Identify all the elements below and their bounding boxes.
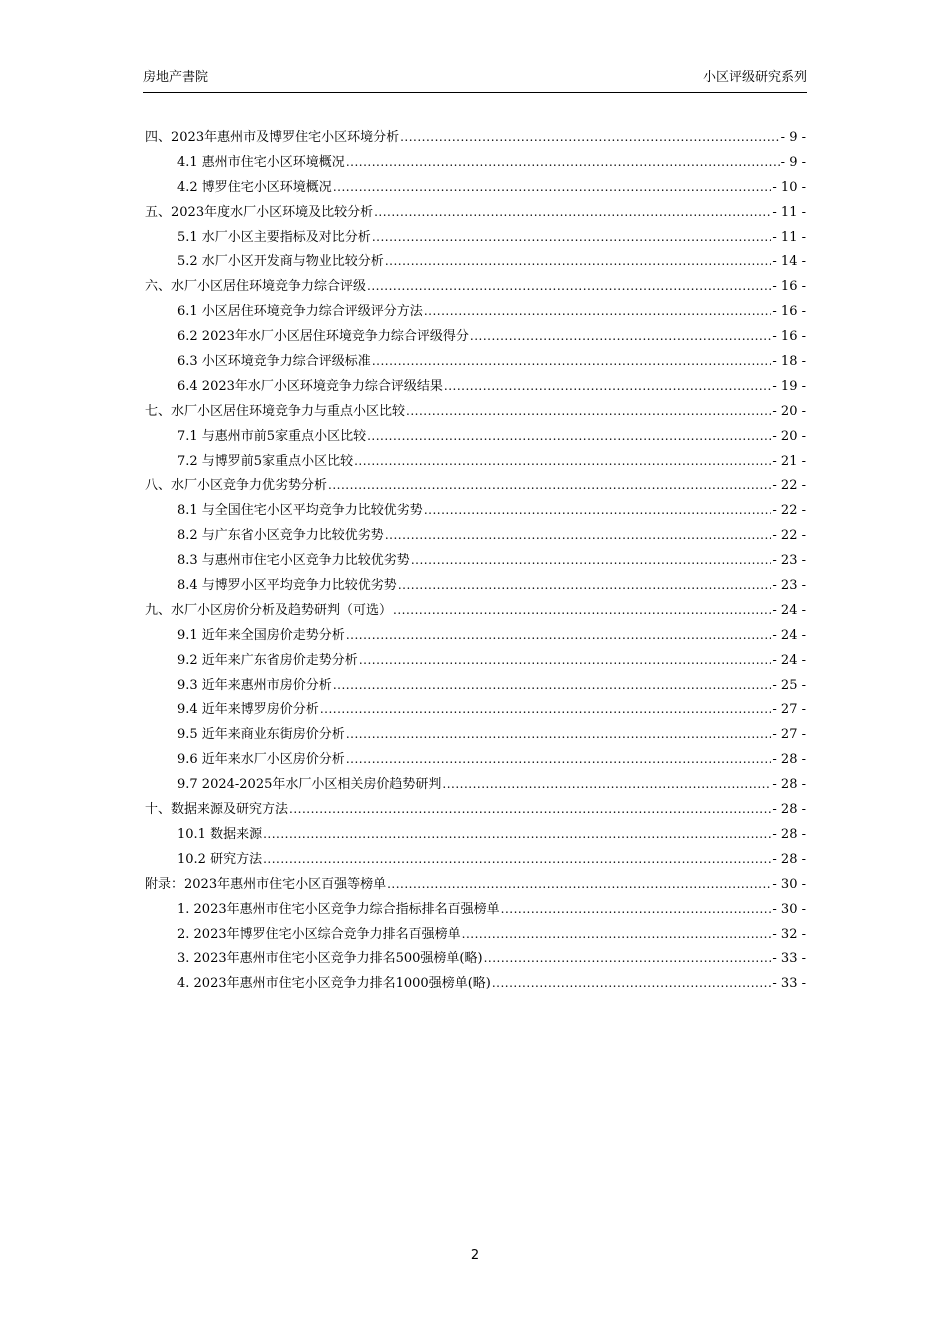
toc-dot-leader <box>400 125 780 150</box>
toc-entry-page: - 22 - <box>772 528 806 544</box>
toc-entry-page: - 28 - <box>772 752 806 768</box>
toc-entry[interactable] <box>145 424 806 449</box>
toc-entry[interactable] <box>145 971 806 996</box>
toc-dot-leader <box>367 274 771 299</box>
toc-entry[interactable] <box>145 697 806 722</box>
toc-entry-page: - 22 - <box>772 503 806 519</box>
toc-entry-title: 附录：2023年惠州市住宅小区百强等榜单 <box>145 876 387 892</box>
toc-entry[interactable] <box>145 598 806 623</box>
toc-entry-title: 9.4 近年来博罗房价分析 <box>177 702 319 718</box>
toc-entry-title: 8.2 与广东省小区竞争力比较优劣势 <box>177 528 384 544</box>
toc-entry[interactable] <box>145 648 806 673</box>
table-of-contents <box>145 125 806 996</box>
toc-entry-title: 九、水厂小区房价分析及趋势研判（可选） <box>145 602 393 618</box>
toc-dot-leader <box>372 349 772 374</box>
toc-entry[interactable] <box>145 523 806 548</box>
toc-entry[interactable] <box>145 573 806 598</box>
toc-entry-title: 1. 2023年惠州市住宅小区竞争力综合指标排名百强榜单 <box>177 901 500 917</box>
toc-dot-leader <box>484 946 772 971</box>
toc-entry-title: 10.2 研究方法 <box>177 851 263 867</box>
toc-entry-title: 4.1 惠州市住宅小区环境概况 <box>177 154 345 170</box>
toc-entry-page: - 25 - <box>772 677 806 693</box>
toc-entry[interactable] <box>145 225 806 250</box>
toc-entry-title: 6.4 2023年水厂小区环境竞争力综合评级结果 <box>177 378 443 394</box>
toc-entry[interactable] <box>145 897 806 922</box>
toc-entry-page: - 33 - <box>772 976 806 992</box>
toc-dot-leader <box>346 722 772 747</box>
toc-dot-leader <box>367 424 771 449</box>
header-publisher: 房地产書院 <box>143 70 209 85</box>
toc-entry[interactable] <box>145 299 806 324</box>
toc-entry-page: - 23 - <box>772 553 806 569</box>
toc-entry[interactable] <box>145 449 806 474</box>
toc-entry-page: - 14 - <box>772 254 806 270</box>
toc-entry-page: - 24 - <box>772 602 806 618</box>
toc-entry-title: 9.3 近年来惠州市房价分析 <box>177 677 332 693</box>
toc-entry-title: 8.3 与惠州市住宅小区竞争力比较优劣势 <box>177 553 410 569</box>
toc-entry-page: - 22 - <box>772 478 806 494</box>
toc-dot-leader <box>442 772 771 797</box>
toc-dot-leader <box>424 498 772 523</box>
toc-dot-leader <box>374 200 771 225</box>
toc-dot-leader <box>444 374 772 399</box>
toc-entry-page: - 19 - <box>772 378 806 394</box>
toc-entry-title: 2. 2023年博罗住宅小区综合竞争力排名百强榜单 <box>177 926 461 942</box>
toc-entry-title: 7.1 与惠州市前5家重点小区比较 <box>177 428 367 444</box>
toc-dot-leader <box>393 598 771 623</box>
toc-entry-title: 八、水厂小区竞争力优劣势分析 <box>145 478 328 494</box>
toc-dot-leader <box>263 822 771 847</box>
toc-entry-page: - 28 - <box>772 851 806 867</box>
toc-entry-page: - 16 - <box>772 329 806 345</box>
toc-dot-leader <box>385 523 772 548</box>
toc-dot-leader <box>333 175 772 200</box>
toc-dot-leader <box>359 648 772 673</box>
page-number: 2 <box>470 1248 480 1263</box>
toc-entry[interactable] <box>145 673 806 698</box>
toc-entry-page: - 28 - <box>772 777 806 793</box>
toc-entry-page: - 16 - <box>772 304 806 320</box>
toc-dot-leader <box>424 299 772 324</box>
toc-entry[interactable] <box>145 722 806 747</box>
toc-entry-page: - 10 - <box>772 179 806 195</box>
toc-dot-leader <box>501 897 772 922</box>
toc-dot-leader <box>346 623 772 648</box>
toc-entry-title: 9.7 2024-2025年水厂小区相关房价趋势研判 <box>177 777 442 793</box>
toc-entry[interactable] <box>145 249 806 274</box>
toc-entry-title: 4.2 博罗住宅小区环境概况 <box>177 179 332 195</box>
toc-entry[interactable] <box>145 772 806 797</box>
toc-entry-title: 四、2023年惠州市及博罗住宅小区环境分析 <box>145 130 400 145</box>
toc-entry-title: 9.2 近年来广东省房价走势分析 <box>177 652 358 668</box>
toc-dot-leader <box>385 249 772 274</box>
toc-dot-leader <box>346 150 780 175</box>
toc-dot-leader <box>462 922 772 947</box>
toc-entry-page: - 28 - <box>772 826 806 842</box>
toc-entry-title: 10.1 数据来源 <box>177 826 263 842</box>
toc-entry-page: - 21 - <box>772 453 806 469</box>
toc-entry[interactable] <box>145 623 806 648</box>
toc-entry-title: 五、2023年度水厂小区环境及比较分析 <box>145 204 374 220</box>
toc-dot-leader <box>470 324 772 349</box>
toc-entry-page: - 20 - <box>772 403 806 419</box>
toc-entry[interactable] <box>145 349 806 374</box>
toc-entry-title: 6.1 小区居住环境竞争力综合评级评分方法 <box>177 304 423 320</box>
toc-entry-page: - 9 - <box>780 130 806 145</box>
toc-entry[interactable] <box>145 872 806 897</box>
toc-entry-title: 3. 2023年惠州市住宅小区竞争力排名500强榜单(略) <box>177 951 483 967</box>
toc-entry-page: - 33 - <box>772 951 806 967</box>
header-series-title: 小区评级研究系列 <box>702 70 807 85</box>
toc-entry-page: - 16 - <box>772 279 806 295</box>
toc-entry-title: 9.1 近年来全国房价走势分析 <box>177 627 345 643</box>
toc-entry-title: 8.1 与全国住宅小区平均竞争力比较优劣势 <box>177 503 423 519</box>
toc-entry-page: - 28 - <box>772 802 806 818</box>
toc-entry-page: - 32 - <box>772 926 806 942</box>
toc-dot-leader <box>333 673 772 698</box>
toc-dot-leader <box>320 697 772 722</box>
toc-entry[interactable] <box>145 498 806 523</box>
toc-entry[interactable] <box>145 399 806 424</box>
toc-dot-leader <box>328 473 771 498</box>
toc-dot-leader <box>289 797 771 822</box>
toc-entry-title: 9.5 近年来商业东街房价分析 <box>177 727 345 743</box>
page-header <box>143 66 807 93</box>
toc-entry[interactable] <box>145 922 806 947</box>
toc-entry[interactable] <box>145 125 806 150</box>
toc-entry-page: - 24 - <box>772 652 806 668</box>
toc-entry[interactable] <box>145 473 806 498</box>
toc-entry[interactable] <box>145 797 806 822</box>
toc-entry-title: 4. 2023年惠州市住宅小区竞争力排名1000强榜单(略) <box>177 976 491 992</box>
toc-dot-leader <box>346 747 772 772</box>
toc-entry-page: - 11 - <box>772 229 806 245</box>
toc-entry-page: - 24 - <box>772 627 806 643</box>
toc-entry-title: 六、水厂小区居住环境竞争力综合评级 <box>145 279 367 295</box>
toc-entry[interactable] <box>145 847 806 872</box>
toc-entry[interactable] <box>145 200 806 225</box>
toc-entry-page: - 30 - <box>772 876 806 892</box>
toc-entry-page: - 9 - <box>780 154 806 170</box>
toc-entry-page: - 30 - <box>772 901 806 917</box>
toc-dot-leader <box>372 225 772 250</box>
toc-dot-leader <box>492 971 772 996</box>
toc-entry[interactable] <box>145 747 806 772</box>
toc-dot-leader <box>411 548 772 573</box>
toc-entry-title: 9.6 近年来水厂小区房价分析 <box>177 752 345 768</box>
toc-entry-page: - 20 - <box>772 428 806 444</box>
toc-entry[interactable] <box>145 324 806 349</box>
toc-entry-page: - 27 - <box>772 727 806 743</box>
toc-entry-title: 7.2 与博罗前5家重点小区比较 <box>177 453 354 469</box>
toc-dot-leader <box>406 399 771 424</box>
toc-entry-title: 8.4 与博罗小区平均竞争力比较优劣势 <box>177 578 397 594</box>
toc-dot-leader <box>398 573 772 598</box>
toc-entry-title: 6.2 2023年水厂小区居住环境竞争力综合评级得分 <box>177 329 469 345</box>
toc-entry-page: - 18 - <box>772 354 806 370</box>
toc-dot-leader <box>387 872 771 897</box>
toc-entry[interactable] <box>145 822 806 847</box>
toc-entry[interactable] <box>145 946 806 971</box>
toc-entry[interactable] <box>145 374 806 399</box>
toc-dot-leader <box>263 847 771 872</box>
toc-entry-title: 6.3 小区环境竞争力综合评级标准 <box>177 354 371 370</box>
toc-entry-page: - 23 - <box>772 578 806 594</box>
toc-entry-title: 七、水厂小区居住环境竞争力与重点小区比较 <box>145 403 406 419</box>
toc-entry-page: - 11 - <box>772 204 806 220</box>
toc-entry[interactable] <box>145 274 806 299</box>
toc-entry-page: - 27 - <box>772 702 806 718</box>
toc-entry[interactable] <box>145 548 806 573</box>
toc-entry-title: 5.2 水厂小区开发商与物业比较分析 <box>177 254 384 270</box>
toc-entry[interactable] <box>145 150 806 175</box>
toc-entry-title: 5.1 水厂小区主要指标及对比分析 <box>177 229 371 245</box>
toc-entry-title: 十、数据来源及研究方法 <box>145 802 289 818</box>
toc-dot-leader <box>354 449 771 474</box>
toc-entry[interactable] <box>145 175 806 200</box>
